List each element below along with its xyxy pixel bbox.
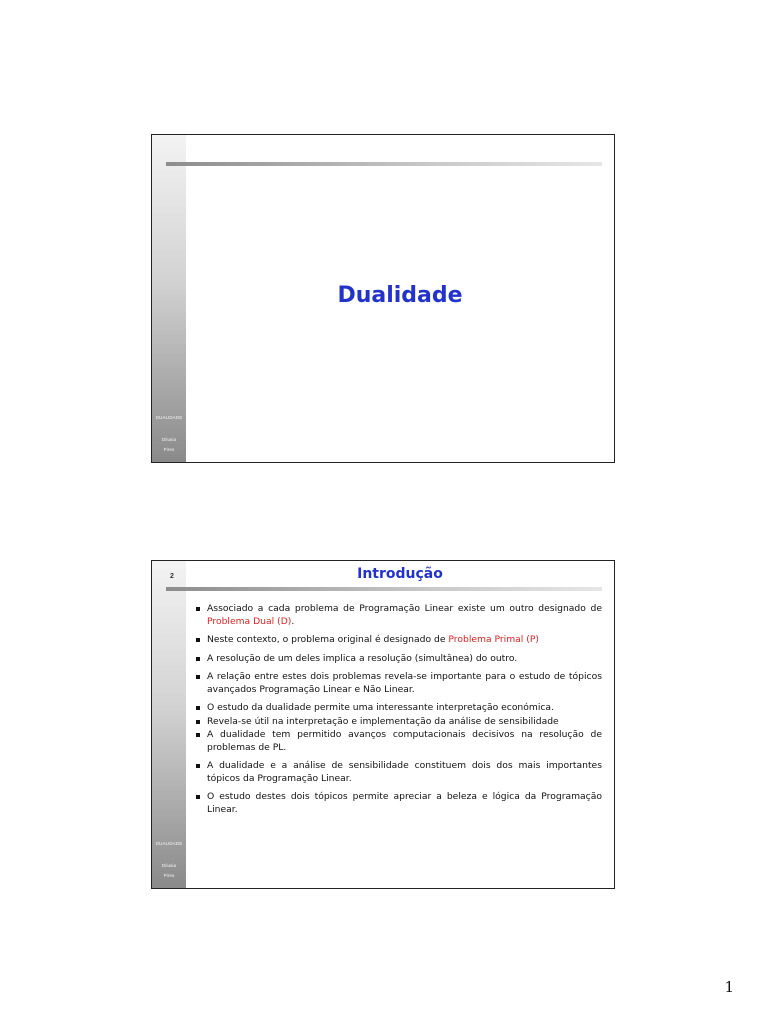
slide-number: 2 xyxy=(170,573,174,580)
slide-sidebar xyxy=(152,135,186,462)
bullet-item: O estudo destes dois tópicos permite apreciar a beleza e lógica da Programação Linear. xyxy=(194,791,602,816)
sidebar-label-author-first: Dilusia xyxy=(161,437,177,442)
bullet-item: Revela-se útil na interpretação e implementação da análise de sensibilidade xyxy=(194,716,602,729)
slide-title-page xyxy=(151,134,615,463)
square-bullet-icon xyxy=(196,720,200,724)
square-bullet-icon xyxy=(196,607,200,611)
slide-title: Introdução xyxy=(357,566,443,582)
square-bullet-icon xyxy=(196,675,200,679)
slide-sidebar xyxy=(152,561,186,888)
bullet-item: A resolução de um deles implica a resolução (simultânea) do outro. xyxy=(194,653,602,666)
square-bullet-icon xyxy=(196,706,200,710)
bullet-item: Associado a cada problema de Programação Linear existe um outro designado de Problema Dual (D). xyxy=(194,603,602,628)
slide-header-bar xyxy=(166,162,602,166)
square-bullet-icon xyxy=(196,795,200,799)
square-bullet-icon xyxy=(196,733,200,737)
square-bullet-icon xyxy=(196,657,200,661)
sidebar-label-author-first: Dilusia xyxy=(161,863,177,868)
bullet-item: O estudo da dualidade permite uma interessante interpretação económica. xyxy=(194,702,602,715)
page-number: 1 xyxy=(724,978,734,996)
bullet-item: A dualidade tem permitido avanços computacionais decisivos na resolução de problemas de PL. xyxy=(194,729,602,754)
sidebar-label-topic: DUALIDADE xyxy=(155,415,183,420)
slide-introduction xyxy=(151,560,615,889)
slide-title: Dualidade xyxy=(337,283,463,308)
sidebar-label-author-last: Pires xyxy=(163,873,175,878)
square-bullet-icon xyxy=(196,764,200,768)
sidebar-label-author-last: Pires xyxy=(163,447,175,452)
bullet-list xyxy=(194,603,602,822)
bullet-item: A relação entre estes dois problemas revela-se importante para o estudo de tópicos avançados Programação Linear e Não Linear. xyxy=(194,671,602,696)
bullet-item: A dualidade e a análise de sensibilidade constituem dois dos mais importantes tópicos da Programação Linear. xyxy=(194,760,602,785)
slide-header-bar xyxy=(166,587,602,591)
sidebar-label-topic: DUALIDADE xyxy=(155,841,183,846)
bullet-item: Neste contexto, o problema original é designado de Problema Primal (P) xyxy=(194,634,602,647)
square-bullet-icon xyxy=(196,638,200,642)
